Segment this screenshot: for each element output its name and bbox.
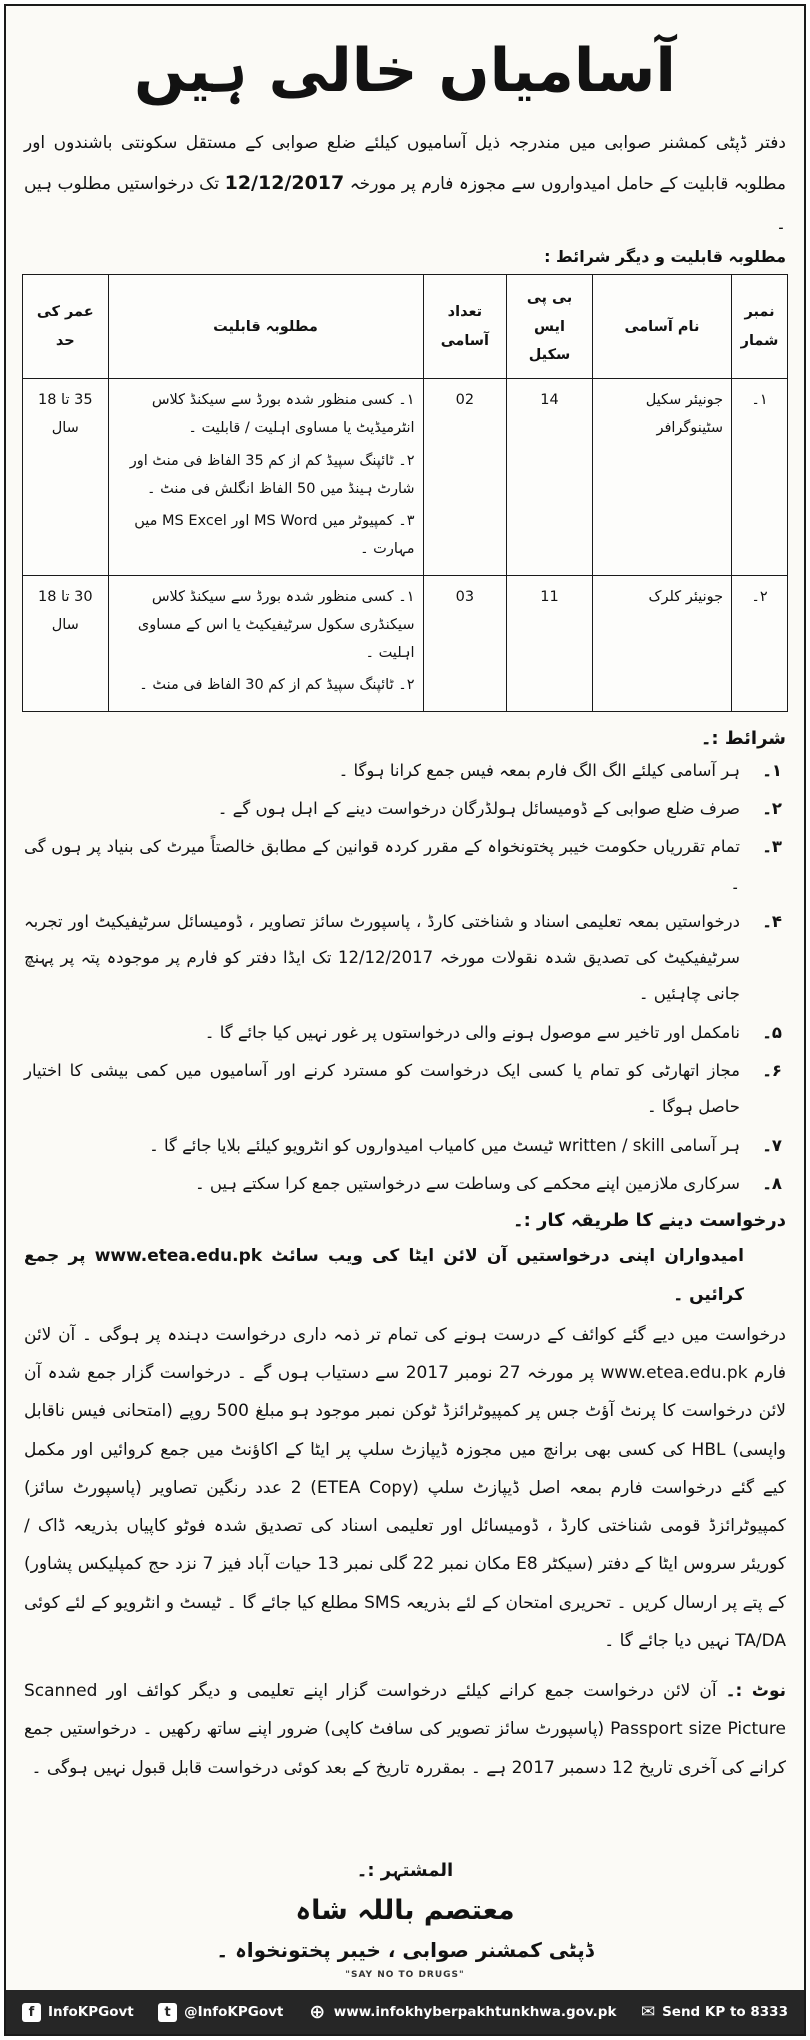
col-post: نام آسامی [592,275,731,379]
condition-text: مجاز اتھارٹی کو تمام یا کسی ایک درخواست کو مسترد کرنے اور آسامیوں میں کمی بیشی کا اختیار حاصل ہوگا ۔ [24,1061,740,1117]
qualification-line: ۲۔ ٹائپنگ سپیڈ کم از کم 35 الفاظ فی منٹ اور شارٹ ہینڈ میں 50 الفاظ انگلش فی منٹ ۔ [129,452,415,497]
condition-text: درخواستیں بمعہ تعلیمی اسناد و شناختی کارڈ ، پاسپورٹ سائز تصاویر ، ڈومیسائل سرٹیفیکیٹ اور تجربہ سرٹیفیکیٹ کی تصدیق شدہ نقولات مورخہ 12/12/2017 تک ایڈا دفتر کو فارم پر موجودہ پتہ پر پہنچ جانی چاہئیں ۔ [24,911,740,1004]
vacancies-table [22,274,788,711]
twitter-handle: @InfoKPGovt [184,2004,284,2020]
condition-item [24,1053,782,1126]
note-label: نوٹ :۔ [725,1681,786,1702]
ad-body [6,6,804,1990]
condition-text: ہر آسامی written / skill ٹیسٹ میں کامیاب امیدواروں کو انٹرویو کیلئے بلایا جائے گا ۔ [149,1135,740,1155]
procedure-lead: امیدواران اپنی درخواستیں آن لائن ایٹا کی ویب سائٹ www.etea.edu.pk پر جمع کرائیں ۔ [24,1246,744,1305]
drugs-slogan: "SAY NO TO DRUGS" [345,1970,465,1980]
signatory-designation: ڈپٹی کمشنر صوابی ، خیبر پختونخواہ ۔ [216,1938,594,1962]
condition-number: ۲۔ [762,799,782,818]
advertisement-page [4,4,806,2036]
footer-facebook [22,2003,134,2022]
facebook-icon: f [22,2003,41,2022]
note-paragraph [24,1672,786,1787]
note-text: آن لائن درخواست جمع کرانے کیلئے درخواست گزار اپنے تعلیمی و دیگر کوائف اور Scanned Passport size Picture (پاسپورٹ سائز تصویر کی سافٹ کاپی) ضرور اپنے ساتھ رکھیں ۔ درخواستیں جمع کرانے کی آخری تاریخ 12 دسمبر 2017 ہے ۔ بمقررہ تاریخ کے بعد کوئی درخواست قابل قبول نہیں ہوگی ۔ [24,1681,786,1778]
col-qualification: مطلوبہ قابلیت [108,275,423,379]
table-header-row [23,275,788,379]
qualification-cell [108,379,423,576]
signature-block [22,1850,788,1990]
condition-item [24,904,782,1013]
qualification-line: ۱۔ کسی منظور شدہ بورڈ سے سیکنڈ کلاس سیکنڈری سکول سرٹیفیکیٹ یا اس کے مساوی اہلیت ۔ [137,588,415,662]
col-age: عمر کی حد [23,275,109,379]
condition-item [24,1128,782,1164]
website-url: www.infokhyberpakhtunkhwa.gov.pk [333,2004,617,2020]
footer-sms [641,2002,788,2022]
condition-number: ۳۔ [762,837,782,857]
deadline-date: 12/12/2017 [224,172,345,195]
footer-twitter [158,2003,283,2022]
condition-text: ہر آسامی کیلئے الگ الگ فارم بمعہ فیس جمع کرانا ہوگا ۔ [338,760,740,780]
intro-paragraph [24,124,786,243]
age-cell: 35 تا 18 سال [23,379,109,576]
procedure-body: درخواست میں دیے گئے کوائف کے درست ہونے کی تمام تر ذمہ داری درخواست دہندہ پر ہوگی ۔ آن لائن فارم www.etea.edu.pk پر مورخہ 27 نومبر 2017 سے دستیاب ہوں گے ۔ درخواست گزار جمع شدہ آن لائن درخواست کا پرنٹ آؤٹ جس پر کمپیوٹرائزڈ ٹوکن نمبر موجود ہو مبلغ 500 روپے (امتحانی فیس ناقابل واپسی) HBL کی کسی بھی برانچ میں مجوزہ ڈیپازٹ سلپ پر ایٹا کے اکاؤنٹ میں جمع کروائیں اور مکمل کیے گئے درخواست فارم بمعہ اصل ڈیپازٹ سلپ (ETEA Copy) 2 عدد رنگین تصاویر (پاسپورٹ سائز) کمپیوٹرائزڈ قومی شناختی کارڈ ، ڈومیسائل اور تعلیمی اسناد کی تصدیق شدہ فوٹو کاپیاں بذریعہ ڈاک / کوریئر سروس ایٹا کے دفتر (سیکٹر E8 مکان نمبر 22 گلی نمبر 13 حیات آباد فیز 7 نزد حج کمپلیکس پشاور) کے پتے پر ارسال کریں ۔ تحریری امتحان کے لئے بذریعہ SMS مطلع کیا جائے گا ۔ ٹیسٹ و انٹرویو کے لئے کوئی TA/DA نہیں دیا جائے گا ۔ [24,1324,787,1651]
condition-item [24,1015,782,1051]
condition-number: ۵۔ [762,1022,782,1042]
globe-icon: ⊕ [309,2001,326,2023]
condition-text: نامکمل اور تاخیر سے موصول ہونے والی درخواستوں پر غور نہیں کیا جائے گا ۔ [204,1022,740,1042]
condition-item [24,791,782,827]
condition-text: صرف ضلع صوابی کے ڈومیسائل ہولڈرگان درخواست دینے کے اہل ہوں گے ۔ [217,799,740,818]
conditions-heading: شرائط :۔ [700,727,786,749]
post-cell: جونیئر سکیل سٹینوگرافر [592,379,731,576]
page-title: آسامیاں خالی ہیں [134,36,676,106]
sms-text: Send KP to 8333 [662,2004,788,2020]
intro-text-after: تک درخواستیں مطلوب ہیں ۔ [24,174,786,234]
footer-bar [6,1990,804,2034]
condition-item [24,1166,782,1202]
condition-text: تمام تقرریاں حکومت خیبر پختونخواہ کے مقرر کردہ قوانین کے مطابق خالصتاً میرٹ کی بنیاد پر ہوں گی ۔ [24,837,740,893]
condition-number: ۸۔ [762,1173,782,1193]
col-count: تعداد آسامی [423,275,507,379]
advertiser-label: المشتہر :۔ [356,1860,454,1881]
count-cell: 02 [423,379,507,576]
condition-number: ۴۔ [762,911,782,931]
col-scale: بی پی ایس سکیل [507,275,593,379]
condition-number: ۷۔ [762,1135,782,1155]
condition-item [24,753,782,789]
condition-text: سرکاری ملازمین اپنے محکمے کی وساطت سے درخواستیں جمع کرا سکتے ہیں ۔ [194,1173,740,1193]
condition-item [24,829,782,902]
footer-website [308,2003,617,2022]
serial-cell: ۱۔ [732,379,788,576]
signatory-name: معتصم باللہ شاہ [295,1895,515,1926]
scale-cell: 14 [507,379,593,576]
qualification-line: ۱۔ کسی منظور شدہ بورڈ سے سیکنڈ کلاس انٹرمیڈیٹ یا مساوی اہلیت / قابلیت ۔ [151,392,415,437]
scale-cell: 11 [507,575,593,711]
envelope-icon: ✉ [640,2002,656,2022]
twitter-icon: t [158,2003,177,2022]
qualification-line: ۳۔ کمپیوٹر میں MS Word اور MS Excel میں مہارت ۔ [134,513,415,558]
table-row-junior-clerk [23,575,788,711]
qualification-cell [108,575,423,711]
procedure-heading: درخواست دینے کا طریقہ کار :۔ [513,1210,786,1232]
intro-text-before: دفتر ڈپٹی کمشنر صوابی میں مندرجہ ذیل آسامیوں کیلئے ضلع صوابی کے مستقل سکونتی باشندوں اور مطلوبہ قابلیت کے حامل امیدواروں سے مجوزہ فارم پر مورخہ [24,133,787,195]
condition-number: ۱۔ [762,760,782,780]
table-row-stenographer [23,379,788,576]
qualifications-subheading: مطلوبہ قابلیت و دیگر شرائط : [544,247,786,267]
count-cell: 03 [423,575,507,711]
serial-cell: ۲۔ [732,575,788,711]
col-serial: نمبر شمار [732,275,788,379]
post-cell: جونیئر کلرک [592,575,731,711]
facebook-handle: InfoKPGovt [48,2004,134,2020]
age-cell: 30 تا 18 سال [23,575,109,711]
condition-number: ۶۔ [762,1061,782,1081]
qualification-line: ۲۔ ٹائپنگ سپیڈ کم از کم 30 الفاظ فی منٹ ۔ [139,677,415,694]
